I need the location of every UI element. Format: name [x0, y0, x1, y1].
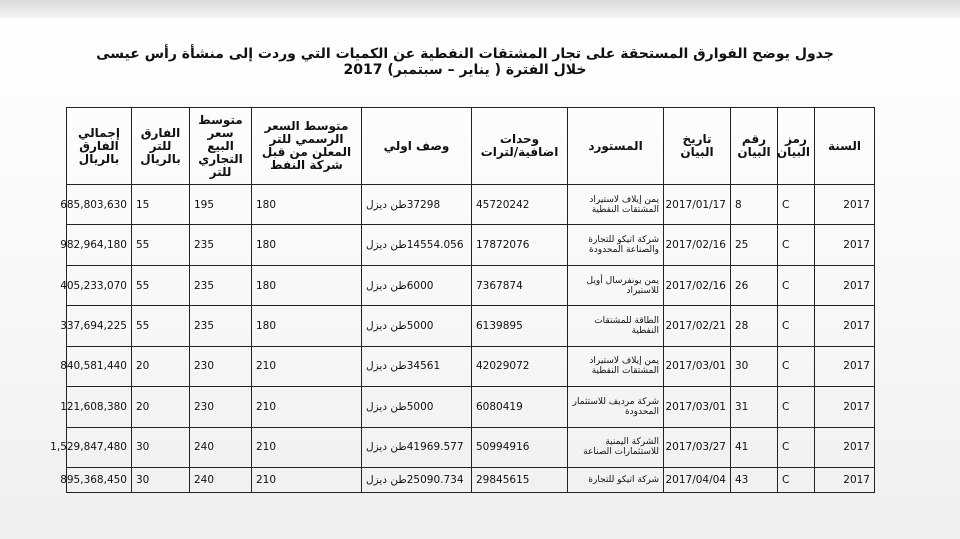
table-row — [67, 225, 875, 265]
row-date: 2017/03/27 — [664, 427, 731, 467]
row-units: 6080419 — [472, 387, 568, 427]
row-description: 25090.734طن ديزل — [362, 467, 472, 492]
row-date: 2017/02/16 — [664, 225, 731, 265]
row-description: 41969.577طن ديزل — [362, 427, 472, 467]
row-description: 5000طن ديزل — [362, 387, 472, 427]
row-importer: يمن يونفرسال أويل للاستيراد — [568, 265, 664, 305]
row-description: 14554.056طن ديزل — [362, 225, 472, 265]
row-description: 37298طن ديزل — [362, 185, 472, 225]
row-code: C — [778, 387, 815, 427]
header-official-price: متوسط السعر الرسمي للتر المعلن من قبل شركة النفط — [252, 108, 362, 185]
table-row — [67, 346, 875, 386]
row-diff-per-liter: 20 — [132, 387, 190, 427]
header-date: تاريخ البيان — [664, 108, 731, 185]
row-year: 2017 — [815, 467, 875, 492]
row-official-price: 180 — [252, 265, 362, 305]
row-commercial-price: 235 — [190, 306, 252, 346]
row-date: 2017/02/16 — [664, 265, 731, 305]
row-importer: شركة مرديف للاستثمار المحدودة — [568, 387, 664, 427]
row-year: 2017 — [815, 306, 875, 346]
row-total-diff: 337,694,225 — [67, 306, 132, 346]
header-description: وصف اولي — [362, 108, 472, 185]
row-description: 34561طن ديزل — [362, 346, 472, 386]
header-commercial-price: متوسط سعر البيع التجاري للتر — [190, 108, 252, 185]
row-units: 17872076 — [472, 225, 568, 265]
row-importer: شركة اتيكو للتجارة — [568, 467, 664, 492]
row-official-price: 210 — [252, 387, 362, 427]
row-number: 26 — [731, 265, 778, 305]
row-diff-per-liter: 20 — [132, 346, 190, 386]
row-code: C — [778, 225, 815, 265]
table-row — [67, 467, 875, 492]
row-official-price: 210 — [252, 427, 362, 467]
row-diff-per-liter: 55 — [132, 225, 190, 265]
row-units: 45720242 — [472, 185, 568, 225]
row-diff-per-liter: 30 — [132, 467, 190, 492]
row-commercial-price: 235 — [190, 265, 252, 305]
row-commercial-price: 230 — [190, 387, 252, 427]
header-total-diff: إجمالي الفارق بالريال — [67, 108, 132, 185]
row-number: 41 — [731, 427, 778, 467]
header-code: رمز البيان — [778, 108, 815, 185]
row-code: C — [778, 427, 815, 467]
row-official-price: 210 — [252, 346, 362, 386]
table-row — [67, 185, 875, 225]
row-code: C — [778, 346, 815, 386]
row-importer: يمن إيلاف لاستيراد المشتقات النفطية — [568, 185, 664, 225]
table-row — [67, 427, 875, 467]
row-commercial-price: 235 — [190, 225, 252, 265]
row-code: C — [778, 185, 815, 225]
header-diff-per-liter: الفارق للتر بالريال — [132, 108, 190, 185]
row-year: 2017 — [815, 225, 875, 265]
row-date: 2017/04/04 — [664, 467, 731, 492]
row-importer: الطاقة للمشتقات النفطية — [568, 306, 664, 346]
header-number: رقم البيان — [731, 108, 778, 185]
top-shadow — [0, 0, 960, 18]
row-total-diff: 840,581,440 — [67, 346, 132, 386]
row-date: 2017/01/17 — [664, 185, 731, 225]
row-importer: شركة اتيكو للتجارة والصناعة المحدودة — [568, 225, 664, 265]
row-total-diff: 121,608,380 — [67, 387, 132, 427]
row-number: 30 — [731, 346, 778, 386]
row-date: 2017/03/01 — [664, 346, 731, 386]
row-code: C — [778, 265, 815, 305]
table-title: جدول يوضح الفوارق المستحقة على تجار المشتقات النفطية عن الكميات التي وردت إلى منشأة رأس عيسى خلال الفترة ( يناير – سبتمبر) 2017 — [96, 46, 834, 78]
row-total-diff: 685,803,630 — [67, 185, 132, 225]
row-number: 31 — [731, 387, 778, 427]
table-row — [67, 387, 875, 427]
row-year: 2017 — [815, 427, 875, 467]
row-diff-per-liter: 30 — [132, 427, 190, 467]
row-commercial-price: 240 — [190, 427, 252, 467]
row-year: 2017 — [815, 346, 875, 386]
row-number: 8 — [731, 185, 778, 225]
row-importer: يمن إيلاف لاستيراد المشتقات النفطية — [568, 346, 664, 386]
row-year: 2017 — [815, 185, 875, 225]
row-diff-per-liter: 55 — [132, 265, 190, 305]
row-official-price: 180 — [252, 306, 362, 346]
row-number: 28 — [731, 306, 778, 346]
row-units: 29845615 — [472, 467, 568, 492]
row-total-diff: 405,233,070 — [67, 265, 132, 305]
row-description: 6000طن ديزل — [362, 265, 472, 305]
header-importer: المستورد — [568, 108, 664, 185]
row-year: 2017 — [815, 387, 875, 427]
header-year: السنة — [815, 108, 875, 185]
row-number: 43 — [731, 467, 778, 492]
row-date: 2017/03/01 — [664, 387, 731, 427]
row-number: 25 — [731, 225, 778, 265]
row-commercial-price: 195 — [190, 185, 252, 225]
row-official-price: 180 — [252, 185, 362, 225]
row-code: C — [778, 467, 815, 492]
row-units: 50994916 — [472, 427, 568, 467]
row-total-diff: 1,529,847,480 — [67, 427, 132, 467]
header-row — [67, 108, 875, 185]
row-commercial-price: 240 — [190, 467, 252, 492]
row-description: 5000طن ديزل — [362, 306, 472, 346]
table-row — [67, 265, 875, 305]
row-code: C — [778, 306, 815, 346]
row-units: 6139895 — [472, 306, 568, 346]
row-importer: الشركة اليمنية للاستثمارات الصناعة — [568, 427, 664, 467]
row-year: 2017 — [815, 265, 875, 305]
row-official-price: 210 — [252, 467, 362, 492]
row-units: 42029072 — [472, 346, 568, 386]
row-commercial-price: 230 — [190, 346, 252, 386]
header-units: وحدات اضافية/لترات — [472, 108, 568, 185]
row-diff-per-liter: 55 — [132, 306, 190, 346]
row-date: 2017/02/21 — [664, 306, 731, 346]
row-total-diff: 895,368,450 — [67, 467, 132, 492]
row-units: 7367874 — [472, 265, 568, 305]
table-row — [67, 306, 875, 346]
row-total-diff: 982,964,180 — [67, 225, 132, 265]
row-diff-per-liter: 15 — [132, 185, 190, 225]
row-official-price: 180 — [252, 225, 362, 265]
data-table — [50, 107, 875, 493]
